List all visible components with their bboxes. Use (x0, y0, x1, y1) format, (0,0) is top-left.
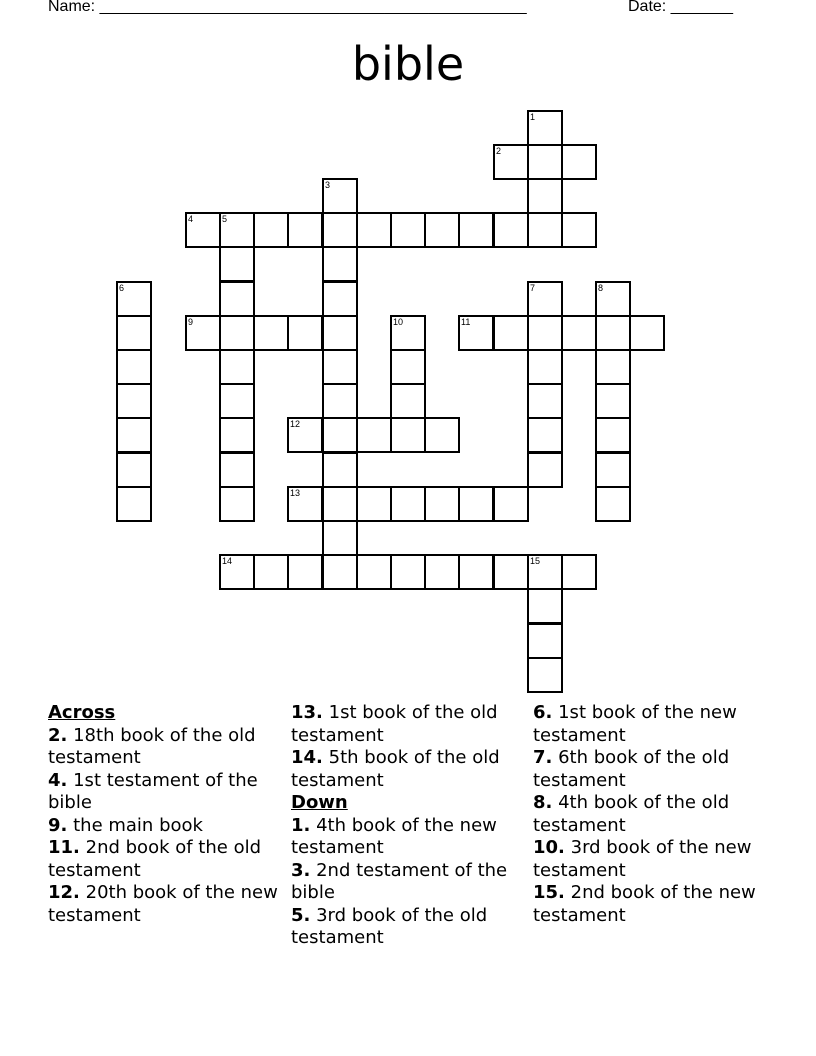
crossword-cell[interactable] (527, 315, 563, 351)
crossword-cell[interactable] (595, 281, 631, 317)
crossword-cell[interactable] (322, 486, 358, 522)
cell-number: 5 (222, 214, 228, 224)
name-field-label: Name: ________________________________________________ (48, 0, 527, 15)
crossword-cell[interactable] (595, 452, 631, 488)
cell-number: 6 (119, 283, 125, 293)
clue-column-1 (48, 702, 284, 927)
crossword-cell[interactable] (561, 554, 597, 590)
crossword-cell[interactable] (527, 110, 563, 146)
crossword-cell[interactable] (287, 486, 323, 522)
crossword-cell[interactable] (322, 178, 358, 214)
down-clue: 6. 1st book of the new testament (533, 702, 737, 746)
crossword-cell[interactable] (458, 212, 494, 248)
crossword-cell[interactable] (561, 212, 597, 248)
cell-number: 9 (188, 317, 194, 327)
across-clue: 9. the main book (48, 814, 203, 836)
crossword-cell[interactable] (219, 417, 255, 453)
crossword-cell[interactable] (390, 486, 426, 522)
cell-number: 13 (290, 488, 301, 498)
crossword-cell[interactable] (219, 486, 255, 522)
cell-number: 1 (530, 112, 536, 122)
across-clue: 4. 1st testament of the bible (48, 769, 258, 813)
crossword-cell[interactable] (527, 212, 563, 248)
crossword-cell[interactable] (322, 452, 358, 488)
crossword-cell[interactable] (219, 383, 255, 419)
crossword-cell[interactable] (390, 212, 426, 248)
crossword-cell[interactable] (116, 349, 152, 385)
crossword-cell[interactable] (287, 417, 323, 453)
crossword-cell[interactable] (390, 349, 426, 385)
crossword-cell[interactable] (287, 212, 323, 248)
crossword-cell[interactable] (458, 315, 494, 351)
crossword-cell[interactable] (493, 212, 529, 248)
crossword-cell[interactable] (185, 315, 221, 351)
down-clue: 15. 2nd book of the new testament (533, 882, 756, 926)
crossword-cell[interactable] (116, 383, 152, 419)
crossword-cell[interactable] (424, 554, 460, 590)
crossword-cell[interactable] (458, 554, 494, 590)
crossword-cell[interactable] (356, 554, 392, 590)
across-clue: 2. 18th book of the old testament (48, 724, 256, 768)
crossword-cell[interactable] (356, 417, 392, 453)
crossword-cell[interactable] (390, 554, 426, 590)
crossword-cell[interactable] (527, 417, 563, 453)
crossword-cell[interactable] (322, 383, 358, 419)
crossword-cell[interactable] (424, 417, 460, 453)
across-clue: 13. 1st book of the old testament (291, 702, 498, 746)
crossword-cell[interactable] (595, 315, 631, 351)
cell-number: 15 (530, 556, 541, 566)
crossword-cell[interactable] (527, 657, 563, 693)
cell-number: 7 (530, 283, 536, 293)
crossword-cell[interactable] (287, 554, 323, 590)
crossword-cell[interactable] (219, 452, 255, 488)
crossword-cell[interactable] (493, 486, 529, 522)
crossword-cell[interactable] (322, 281, 358, 317)
crossword-cell[interactable] (287, 315, 323, 351)
crossword-cell[interactable] (322, 212, 358, 248)
crossword-cell[interactable] (322, 349, 358, 385)
crossword-cell[interactable] (253, 315, 289, 351)
down-heading: Down (291, 792, 348, 813)
cell-number: 10 (393, 317, 404, 327)
crossword-cell[interactable] (185, 212, 221, 248)
clue-column-2 (291, 702, 527, 950)
crossword-cell[interactable] (595, 417, 631, 453)
across-clue: 14. 5th book of the old testament (291, 747, 500, 791)
crossword-cell[interactable] (116, 281, 152, 317)
crossword-cell[interactable] (527, 383, 563, 419)
crossword-cell[interactable] (595, 383, 631, 419)
crossword-cell[interactable] (527, 623, 563, 659)
down-clue: 1. 4th book of the new testament (291, 814, 497, 858)
crossword-cell[interactable] (527, 281, 563, 317)
across-clue: 12. 20th book of the new testament (48, 882, 278, 926)
crossword-cell[interactable] (595, 486, 631, 522)
crossword-cell[interactable] (424, 486, 460, 522)
crossword-cell[interactable] (527, 144, 563, 180)
cell-number: 4 (188, 214, 194, 224)
crossword-cell[interactable] (116, 417, 152, 453)
crossword-cell[interactable] (322, 417, 358, 453)
crossword-cell[interactable] (219, 315, 255, 351)
crossword-cell[interactable] (595, 349, 631, 385)
crossword-cell[interactable] (219, 554, 255, 590)
crossword-cell[interactable] (322, 246, 358, 282)
cell-number: 11 (461, 317, 471, 327)
cell-number: 2 (496, 146, 502, 156)
crossword-cell[interactable] (219, 212, 255, 248)
down-clue: 7. 6th book of the old testament (533, 747, 730, 791)
crossword-cell[interactable] (493, 144, 529, 180)
crossword-cell[interactable] (253, 554, 289, 590)
crossword-cell[interactable] (527, 554, 563, 590)
crossword-cell[interactable] (322, 315, 358, 351)
down-clue: 10. 3rd book of the new testament (533, 837, 752, 881)
crossword-cell[interactable] (561, 315, 597, 351)
across-clue: 11. 2nd book of the old testament (48, 837, 262, 881)
crossword-cell[interactable] (390, 383, 426, 419)
crossword-cell[interactable] (527, 349, 563, 385)
crossword-cell[interactable] (219, 246, 255, 282)
down-clue: 3. 2nd testament of the bible (291, 859, 508, 903)
cell-number: 3 (325, 180, 331, 190)
crossword-cell[interactable] (322, 554, 358, 590)
crossword-cell[interactable] (629, 315, 665, 351)
date-field-label: Date: _______ (628, 0, 733, 15)
crossword-cell[interactable] (527, 452, 563, 488)
crossword-cell[interactable] (424, 212, 460, 248)
puzzle-title: bible (351, 37, 465, 91)
crossword-cell[interactable] (458, 486, 494, 522)
crossword-cell[interactable] (116, 452, 152, 488)
crossword-cell[interactable] (527, 588, 563, 624)
cell-number: 14 (222, 556, 233, 566)
down-clue: 8. 4th book of the old testament (533, 792, 730, 836)
crossword-cell[interactable] (322, 520, 358, 556)
crossword-cell[interactable] (116, 315, 152, 351)
crossword-cell[interactable] (116, 486, 152, 522)
crossword-cell[interactable] (219, 349, 255, 385)
clue-column-3 (533, 702, 769, 927)
crossword-cell[interactable] (493, 554, 529, 590)
across-heading: Across (48, 702, 116, 723)
crossword-cell[interactable] (356, 486, 392, 522)
cell-number: 8 (598, 283, 604, 293)
crossword-cell[interactable] (219, 281, 255, 317)
crossword-cell[interactable] (356, 212, 392, 248)
crossword-cell[interactable] (390, 417, 426, 453)
crossword-cell[interactable] (527, 178, 563, 214)
cell-number: 12 (290, 419, 301, 429)
crossword-cell[interactable] (390, 315, 426, 351)
down-clue: 5. 3rd book of the old testament (291, 904, 488, 948)
crossword-cell[interactable] (561, 144, 597, 180)
crossword-cell[interactable] (493, 315, 529, 351)
crossword-cell[interactable] (253, 212, 289, 248)
